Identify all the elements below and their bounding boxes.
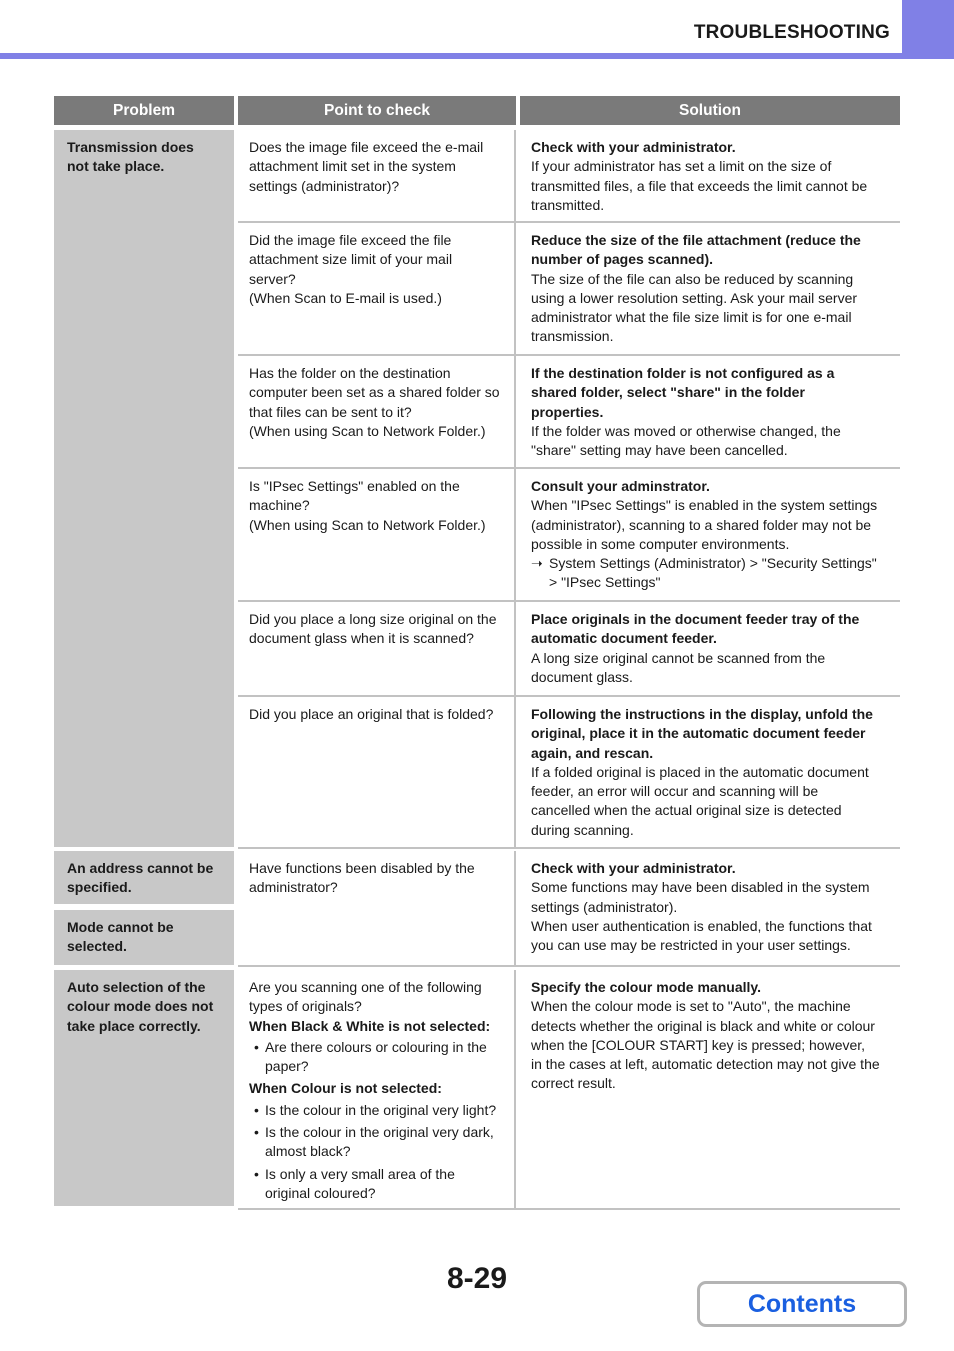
check-line: attachment limit set in the system xyxy=(249,158,456,175)
solution-heading: Check with your administrator. xyxy=(531,139,736,155)
solution-line: settings (administrator). xyxy=(531,898,678,915)
solution-line: possible in some computer environments. xyxy=(531,535,790,552)
solution-line: using a lower resolution setting. Ask your mail server xyxy=(531,289,858,306)
check-line: Have functions been disabled by the xyxy=(249,860,475,876)
point-to-check-cell xyxy=(238,130,516,221)
solution-line: feeder, an error will occur and scanning will be xyxy=(531,783,819,800)
solution-line: If the folder was moved or otherwise changed, the xyxy=(531,422,841,439)
right-arrow-icon: ➝ xyxy=(531,555,543,572)
table-header xyxy=(54,96,900,125)
problem-cell-mode xyxy=(54,910,234,965)
problem-line: colour mode does not xyxy=(67,998,214,1015)
solution-cell xyxy=(518,602,900,695)
page-number: 8-29 xyxy=(446,1262,508,1295)
solution-line: The size of the file can also be reduced by scanning xyxy=(531,270,854,287)
solution-heading: Place originals in the document feeder tray of the xyxy=(531,611,860,627)
check-line: machine? xyxy=(249,497,310,514)
table-row xyxy=(238,697,900,849)
solution-line: Some functions may have been disabled in the system xyxy=(531,879,870,896)
solution-heading: Reduce the size of the file attachment (reduce the xyxy=(531,232,861,248)
solution-cell xyxy=(518,356,900,467)
column-header-problem: Problem xyxy=(54,96,234,125)
problem-cell-transmission xyxy=(54,130,234,847)
settings-reference xyxy=(531,554,890,593)
solution-line: cancelled when the actual original size is detected xyxy=(531,802,842,819)
solution-heading: Following the instructions in the display, unfold the xyxy=(531,706,873,722)
troubleshooting-table xyxy=(54,96,900,1201)
solution-heading: Consult your adminstrator. xyxy=(531,478,710,494)
check-line: (When using Scan to Network Folder.) xyxy=(249,422,486,439)
solution-line: detects whether the original is black and white or colour xyxy=(531,1017,875,1034)
solution-line: during scanning. xyxy=(531,821,634,838)
header-tab-marker xyxy=(902,0,954,54)
solution-heading: number of pages scanned). xyxy=(531,251,714,268)
table-row xyxy=(238,223,900,356)
reference-line: > "IPsec Settings" xyxy=(549,574,661,591)
bullet-icon: • xyxy=(254,1038,259,1055)
colour-bullet-list xyxy=(249,1101,502,1203)
problem-line: Mode cannot be xyxy=(67,919,174,935)
solution-cell xyxy=(518,223,900,354)
solution-line: correct result. xyxy=(531,1075,616,1092)
problem-line: Auto selection of the xyxy=(67,979,206,995)
list-item xyxy=(249,1165,502,1204)
bullet-line: Is the colour in the original very light? xyxy=(265,1101,497,1118)
solution-line: administrator what the file size limit is for one e-mail xyxy=(531,309,852,326)
point-to-check-cell xyxy=(238,223,516,354)
check-line: types of originals? xyxy=(249,998,362,1015)
check-line: Did the image file exceed the file xyxy=(249,232,452,248)
solution-line: If a folded original is placed in the automatic document xyxy=(531,763,869,780)
table-row xyxy=(238,851,900,967)
solution-line: transmitted files, a file that exceeds the limit cannot be xyxy=(531,177,868,194)
point-to-check-cell xyxy=(238,602,516,695)
solution-line: If your administrator has set a limit on the size of xyxy=(531,158,832,175)
point-to-check-cell xyxy=(238,851,516,965)
list-item xyxy=(249,1101,502,1120)
bullet-line: paper? xyxy=(265,1058,309,1075)
problem-line: specified. xyxy=(67,879,132,896)
bullet-icon: • xyxy=(254,1101,259,1118)
solution-heading: automatic document feeder. xyxy=(531,630,717,647)
check-line: Is "IPsec Settings" enabled on the xyxy=(249,478,460,494)
problem-line: An address cannot be xyxy=(67,860,214,876)
problem-line: Transmission does xyxy=(67,139,194,155)
solution-cell xyxy=(518,130,900,221)
point-to-check-cell xyxy=(238,356,516,467)
bw-bullet-list xyxy=(249,1038,502,1077)
table-row xyxy=(238,970,900,1210)
solution-line: A long size original cannot be scanned from the xyxy=(531,649,826,666)
check-line: (When Scan to E-mail is used.) xyxy=(249,289,442,306)
header-rule xyxy=(0,53,954,59)
check-line: attachment size limit of your mail xyxy=(249,251,453,268)
check-line: Did you place an original that is folded? xyxy=(249,706,494,722)
bullet-line: almost black? xyxy=(265,1143,351,1160)
check-line: Has the folder on the destination xyxy=(249,365,451,381)
check-subheading-bw: When Black & White is not selected: xyxy=(249,1017,491,1034)
solution-heading: again, and rescan. xyxy=(531,744,654,761)
problem-cell-colour-mode xyxy=(54,970,234,1206)
solution-line: when the [COLOUR START] key is pressed; however, xyxy=(531,1036,866,1053)
bullet-line: Is only a very small area of the xyxy=(265,1165,455,1182)
bullet-icon: • xyxy=(254,1124,259,1141)
column-header-solution: Solution xyxy=(520,96,900,125)
table-row xyxy=(238,602,900,697)
check-line: administrator? xyxy=(249,879,338,896)
point-to-check-cell xyxy=(238,970,516,1208)
bullet-icon: • xyxy=(254,1165,259,1182)
solution-line: "share" setting may have been cancelled. xyxy=(531,442,788,459)
solution-line: in the cases at left, automatic detection may not give the xyxy=(531,1056,880,1073)
solution-cell xyxy=(518,970,900,1208)
solution-line: When user authentication is enabled, the functions that xyxy=(531,917,872,934)
problem-cell-address xyxy=(54,851,234,904)
check-line: Did you place a long size original on the xyxy=(249,611,497,627)
check-line: (When using Scan to Network Folder.) xyxy=(249,516,486,533)
check-line: settings (administrator)? xyxy=(249,177,400,194)
column-header-point-to-check: Point to check xyxy=(238,96,516,125)
check-line: server? xyxy=(249,270,296,287)
table-row xyxy=(238,130,900,223)
table-row xyxy=(238,469,900,602)
bullet-line: Is the colour in the original very dark, xyxy=(265,1124,494,1141)
check-line: Are you scanning one of the following xyxy=(249,979,482,995)
solution-cell xyxy=(518,697,900,847)
list-item xyxy=(249,1123,502,1162)
check-line: computer been set as a shared folder so xyxy=(249,384,500,401)
section-title: TROUBLESHOOTING xyxy=(693,22,890,43)
solution-heading: Check with your administrator. xyxy=(531,860,736,876)
problem-line: not take place. xyxy=(67,158,165,175)
check-line: document glass when it is scanned? xyxy=(249,630,474,647)
check-line: Does the image file exceed the e-mail xyxy=(249,139,484,155)
solution-heading: If the destination folder is not configured as a xyxy=(531,365,835,381)
solution-line: transmitted. xyxy=(531,196,605,213)
solution-cell xyxy=(518,851,900,965)
check-line: that files can be sent to it? xyxy=(249,403,412,420)
check-subheading-colour: When Colour is not selected: xyxy=(249,1080,442,1097)
solution-cell xyxy=(518,469,900,600)
solution-line: When "IPsec Settings" is enabled in the system settings xyxy=(531,497,878,514)
bullet-line: Are there colours or colouring in the xyxy=(265,1038,487,1055)
list-item xyxy=(249,1038,502,1077)
solution-heading: shared folder, select "share" in the folder xyxy=(531,384,805,401)
solution-line: (administrator), scanning to a shared folder may not be xyxy=(531,516,872,533)
solution-line: When the colour mode is set to "Auto", the machine xyxy=(531,998,851,1015)
problem-line: selected. xyxy=(67,938,127,955)
reference-line: System Settings (Administrator) > "Security Settings" xyxy=(549,555,877,572)
contents-button[interactable]: Contents xyxy=(697,1281,907,1327)
point-to-check-cell xyxy=(238,697,516,847)
solution-line: transmission. xyxy=(531,328,614,345)
table-row xyxy=(238,356,900,469)
problem-line: take place correctly. xyxy=(67,1017,201,1034)
solution-heading: Specify the colour mode manually. xyxy=(531,979,762,995)
solution-heading: properties. xyxy=(531,403,604,420)
solution-heading: original, place it in the automatic document feeder xyxy=(531,725,866,742)
point-to-check-cell xyxy=(238,469,516,600)
solution-line: document glass. xyxy=(531,668,633,685)
solution-line: you can use may be restricted in your user settings. xyxy=(531,937,851,954)
bullet-line: original coloured? xyxy=(265,1184,376,1201)
